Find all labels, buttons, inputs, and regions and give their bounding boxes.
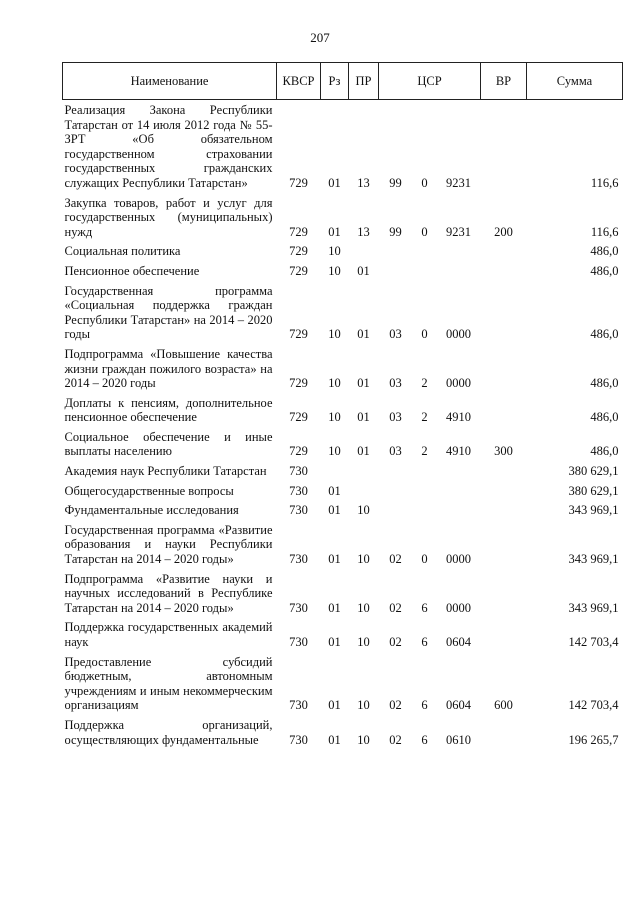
cell-sum: 486,0 — [590, 263, 619, 278]
cell-vr — [481, 461, 527, 481]
cell-vr: 600 — [494, 698, 513, 713]
cell-name: Подпрограмма «Повышение качества жизни граждан пожилого возраста» на 2014 – 2020 годы — [64, 346, 273, 391]
cell-csr1: 02 — [389, 635, 402, 649]
cell-pr: 10 — [357, 698, 370, 713]
cell-rz: 01 — [328, 698, 341, 713]
cell-csr1 — [379, 461, 413, 481]
table-body — [63, 100, 623, 750]
cell-pr: 01 — [357, 376, 370, 391]
cell-csr1 — [379, 481, 413, 501]
cell-csr2 — [413, 241, 437, 261]
cell-csr3 — [437, 461, 481, 481]
cell-csr1: 03 — [389, 444, 402, 459]
cell-pr: 13 — [357, 175, 370, 190]
cell-csr3: 0000 — [446, 376, 471, 391]
cell-csr2: 6 — [421, 600, 428, 615]
cell-rz: 01 — [328, 600, 341, 615]
cell-csr1 — [379, 500, 413, 520]
cell-kvsr: 730 — [289, 552, 308, 567]
cell-csr1: 02 — [389, 732, 402, 747]
cell-csr1: 03 — [389, 327, 402, 342]
cell-rz: 10 — [328, 444, 341, 459]
table-row — [63, 261, 623, 281]
cell-pr — [349, 481, 379, 501]
cell-kvsr: 729 — [289, 244, 308, 259]
cell-csr3 — [437, 261, 481, 281]
cell-csr1: 99 — [389, 175, 402, 190]
cell-sum: 486,0 — [590, 376, 619, 391]
cell-rz: 01 — [328, 732, 341, 747]
cell-csr2: 0 — [421, 327, 428, 342]
cell-rz: 01 — [328, 552, 341, 567]
cell-csr3: 4910 — [446, 410, 471, 425]
table-row — [63, 617, 623, 651]
table-row — [63, 427, 623, 461]
cell-rz: 01 — [328, 175, 341, 190]
cell-sum: 116,6 — [590, 175, 619, 190]
cell-pr: 10 — [357, 600, 370, 615]
cell-rz: 10 — [328, 376, 341, 391]
cell-rz: 01 — [328, 503, 341, 518]
cell-csr3 — [437, 481, 481, 501]
table-row — [63, 520, 623, 569]
cell-csr3: 0000 — [446, 600, 471, 615]
cell-sum: 380 629,1 — [568, 464, 619, 479]
cell-vr — [481, 344, 527, 393]
cell-sum: 142 703,4 — [568, 698, 619, 713]
cell-csr2: 2 — [421, 410, 428, 425]
cell-csr3 — [437, 241, 481, 261]
table-row — [63, 569, 623, 618]
cell-rz: 01 — [328, 635, 341, 649]
cell-sum: 196 265,7 — [568, 732, 619, 747]
cell-kvsr: 730 — [289, 732, 308, 747]
table-row — [63, 500, 623, 520]
cell-name: Подпрограмма «Развитие науки и научных исследований в Республике Татарстан на 2014 – 2020 годы» — [64, 571, 273, 615]
cell-kvsr: 729 — [289, 327, 308, 342]
cell-csr2: 6 — [421, 635, 428, 649]
cell-kvsr: 729 — [289, 444, 308, 459]
cell-pr — [349, 461, 379, 481]
cell-sum: 343 969,1 — [568, 503, 619, 518]
cell-csr3: 4910 — [446, 444, 471, 459]
cell-csr1: 02 — [389, 600, 402, 615]
cell-csr3: 0604 — [446, 698, 471, 713]
table-row — [63, 461, 623, 481]
cell-csr3 — [437, 500, 481, 520]
cell-vr — [481, 500, 527, 520]
cell-name: Общегосударственные вопросы — [64, 483, 234, 498]
cell-rz: 01 — [328, 224, 341, 239]
cell-sum: 142 703,4 — [568, 635, 619, 649]
cell-csr1: 03 — [389, 376, 402, 391]
header-kvsr: КВСР — [277, 63, 321, 100]
table-row — [63, 652, 623, 715]
cell-kvsr: 730 — [289, 464, 308, 479]
cell-pr: 10 — [357, 635, 370, 649]
cell-csr1: 03 — [389, 410, 402, 425]
cell-csr1: 99 — [389, 224, 402, 239]
cell-csr1 — [379, 241, 413, 261]
cell-csr2: 2 — [421, 444, 428, 459]
cell-name: Закупка товаров, работ и услуг для государственных (муниципальных) нужд — [64, 195, 273, 239]
cell-csr2 — [413, 481, 437, 501]
header-vr: ВР — [481, 63, 527, 100]
table-row — [63, 281, 623, 344]
cell-rz: 10 — [328, 327, 341, 342]
cell-rz: 10 — [328, 263, 341, 278]
cell-kvsr: 729 — [289, 410, 308, 425]
header-rz: Рз — [321, 63, 349, 100]
cell-name: Доплаты к пенсиям, дополнительное пенсионное обеспечение — [64, 395, 273, 425]
cell-kvsr: 730 — [289, 635, 308, 649]
cell-csr2: 0 — [421, 175, 428, 190]
cell-name: Поддержка организаций, осуществляющих фундаментальные — [64, 717, 273, 747]
cell-csr2: 6 — [421, 732, 428, 747]
cell-csr3: 9231 — [446, 224, 471, 239]
table-header — [63, 63, 623, 100]
page-number: 207 — [310, 30, 330, 45]
table-row — [63, 393, 623, 427]
cell-sum: 343 969,1 — [568, 600, 619, 615]
cell-csr3: 0604 — [446, 635, 471, 649]
cell-pr: 01 — [357, 410, 370, 425]
cell-csr2: 2 — [421, 376, 428, 391]
cell-pr — [349, 241, 379, 261]
cell-sum: 486,0 — [590, 444, 619, 459]
cell-csr1 — [379, 261, 413, 281]
cell-vr — [481, 393, 527, 427]
cell-name: Фундаментальные исследования — [64, 503, 239, 518]
cell-csr3: 0000 — [446, 327, 471, 342]
header-sum: Сумма — [527, 63, 623, 100]
cell-csr2: 6 — [421, 698, 428, 713]
cell-csr3: 9231 — [446, 175, 471, 190]
table-row — [63, 100, 623, 193]
cell-vr — [481, 520, 527, 569]
cell-name: Реализация Закона Республики Татарстан от 14 июля 2012 года № 55-ЗРТ «Об обязательном государственном страховании государственных гражданских служащих Республики Татарстан» — [64, 103, 273, 190]
cell-csr3: 0000 — [446, 552, 471, 567]
cell-name: Пенсионное обеспечение — [64, 263, 200, 278]
cell-vr: 200 — [494, 224, 513, 239]
cell-pr: 10 — [357, 503, 370, 518]
cell-sum: 343 969,1 — [568, 552, 619, 567]
table-row — [63, 715, 623, 749]
cell-pr: 01 — [357, 444, 370, 459]
cell-rz: 10 — [328, 244, 341, 259]
cell-csr2: 0 — [421, 224, 428, 239]
cell-vr — [481, 715, 527, 749]
cell-csr1: 02 — [389, 552, 402, 567]
cell-vr — [481, 100, 527, 193]
cell-csr3: 0610 — [446, 732, 471, 747]
cell-sum: 116,6 — [590, 224, 619, 239]
cell-sum: 380 629,1 — [568, 483, 619, 498]
cell-kvsr: 729 — [289, 263, 308, 278]
cell-kvsr: 730 — [289, 483, 308, 498]
table-row — [63, 241, 623, 261]
cell-vr: 300 — [494, 444, 513, 459]
cell-kvsr: 730 — [289, 503, 308, 518]
cell-vr — [481, 569, 527, 618]
cell-name: Поддержка государственных академий наук — [64, 620, 273, 649]
cell-kvsr: 729 — [289, 224, 308, 239]
cell-csr1: 02 — [389, 698, 402, 713]
cell-kvsr: 729 — [289, 175, 308, 190]
cell-pr: 01 — [357, 263, 370, 278]
cell-name: Социальная политика — [64, 244, 181, 259]
cell-name: Государственная программа «Социальная поддержка граждан Республики Татарстан» на 2014 – 2020 годы — [64, 283, 273, 342]
cell-pr: 13 — [357, 224, 370, 239]
cell-kvsr: 730 — [289, 600, 308, 615]
cell-rz — [321, 461, 349, 481]
table-row — [63, 344, 623, 393]
cell-sum: 486,0 — [590, 327, 619, 342]
cell-name: Академия наук Республики Татарстан — [64, 464, 267, 479]
budget-table — [62, 62, 623, 749]
cell-name: Государственная программа «Развитие образования и науки Республики Татарстан на 2014 – 2020 годы» — [64, 522, 273, 567]
cell-vr — [481, 281, 527, 344]
header-pr: ПР — [349, 63, 379, 100]
cell-vr — [481, 617, 527, 651]
cell-rz: 10 — [328, 410, 341, 425]
cell-csr2 — [413, 261, 437, 281]
cell-csr2 — [413, 500, 437, 520]
cell-kvsr: 729 — [289, 376, 308, 391]
table-row — [63, 481, 623, 501]
cell-vr — [481, 261, 527, 281]
cell-name: Социальное обеспечение и иные выплаты населению — [64, 429, 273, 459]
cell-rz: 01 — [328, 483, 341, 498]
cell-csr2 — [413, 461, 437, 481]
header-name: Наименование — [63, 63, 277, 100]
cell-sum: 486,0 — [590, 244, 619, 259]
cell-name: Предоставление субсидий бюджетным, автономным учреждениям и иным некоммерческим организациям — [64, 654, 273, 713]
cell-pr: 10 — [357, 552, 370, 567]
table-row — [63, 193, 623, 242]
header-csr: ЦСР — [379, 63, 481, 100]
cell-csr2: 0 — [421, 552, 428, 567]
cell-sum: 486,0 — [590, 410, 619, 425]
cell-vr — [481, 241, 527, 261]
cell-kvsr: 730 — [289, 698, 308, 713]
cell-vr — [481, 481, 527, 501]
cell-pr: 01 — [357, 327, 370, 342]
cell-pr: 10 — [357, 732, 370, 747]
